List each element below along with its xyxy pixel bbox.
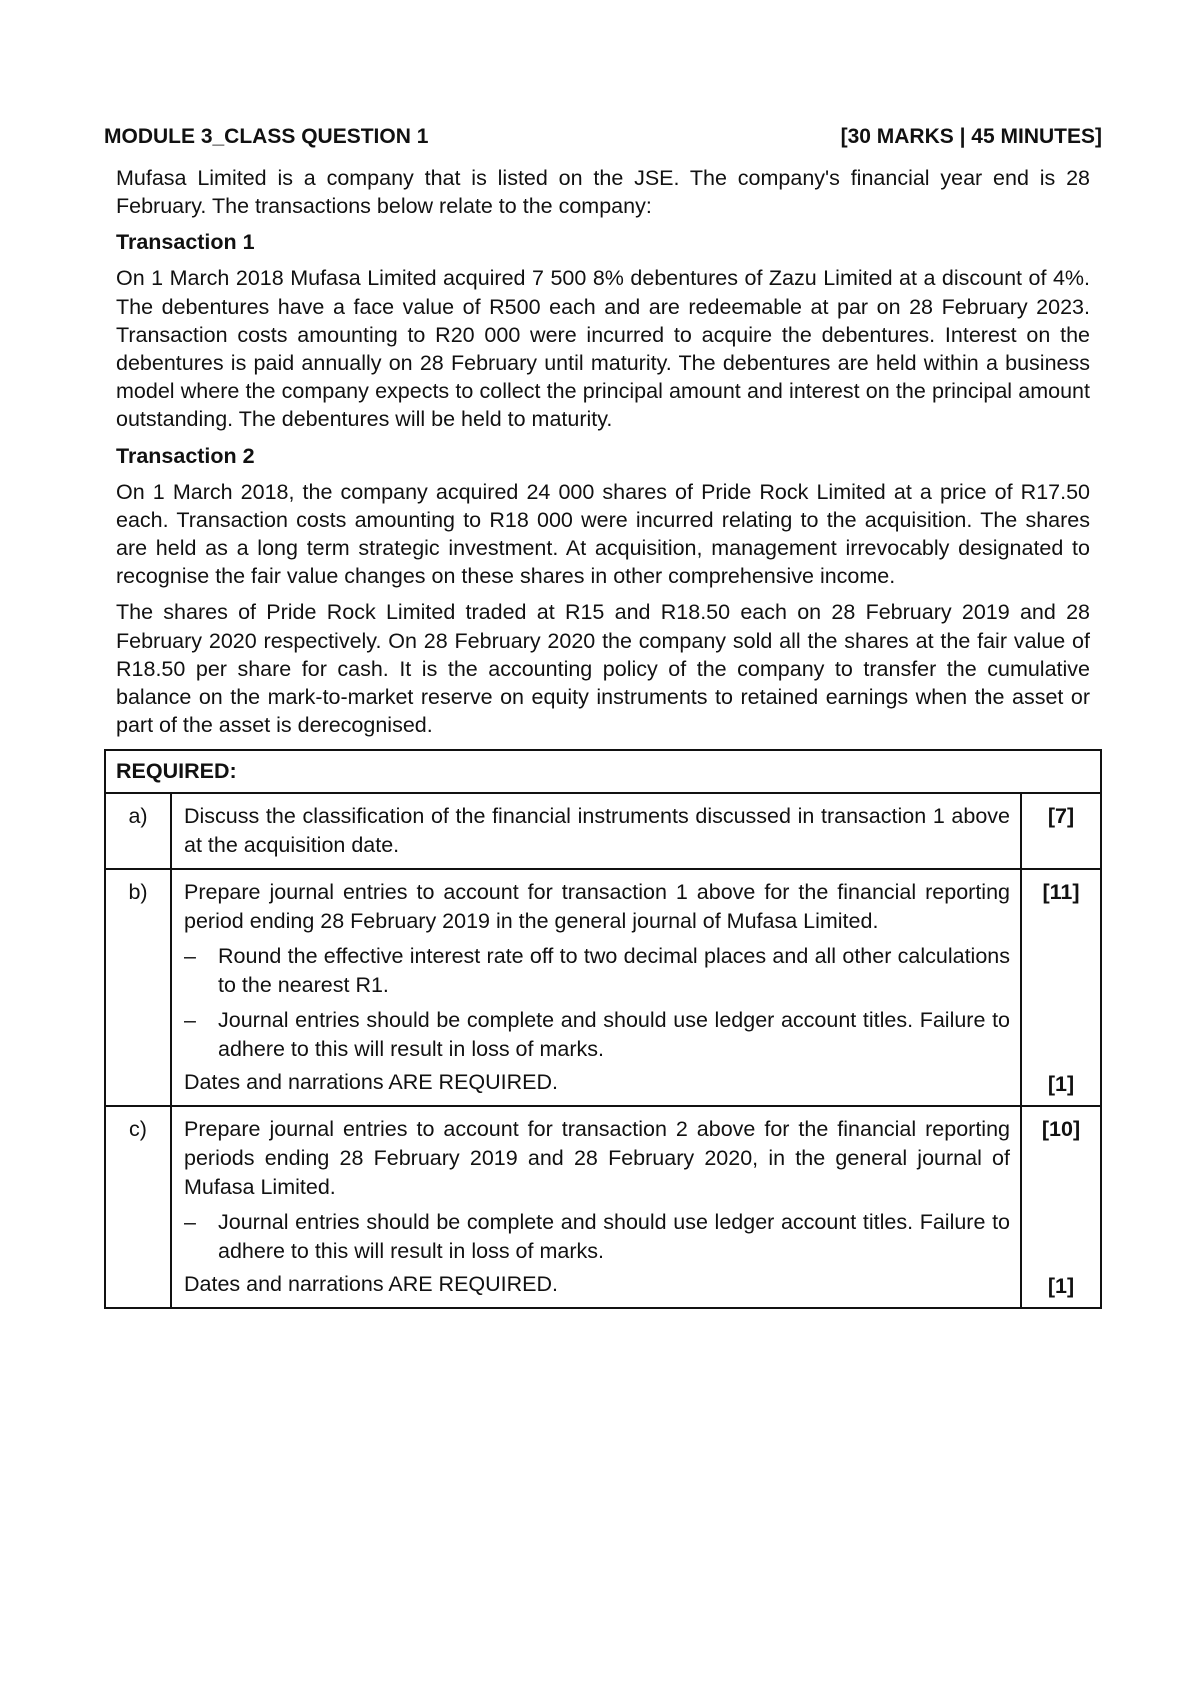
required-row-b (105, 869, 1101, 1106)
item-label: c) (105, 1106, 171, 1308)
required-table (104, 749, 1102, 1309)
transaction-2-paragraph-2: The shares of Pride Rock Limited traded at R15 and R18.50 each on 28 February 2019 and 28 February 2020 respectively. On 28 February 2020 the company sold all the shares at the fair value of R18.50 per share for cash. It is the accounting policy of the company to transfer the cumulative balance on the mark-to-market reserve on equity instruments to retained earnings when the asset or part of the asset is derecognised. (116, 600, 1090, 738)
transaction-2-heading: Transaction 2 (116, 443, 255, 468)
bullet-text: Round the effective interest rate off to two decimal places and all other calculations to the nearest R1. (218, 944, 1010, 998)
item-mark-bottom: [1] (1047, 1274, 1075, 1299)
item-mark: [10] (1041, 1117, 1081, 1142)
required-header-row (105, 750, 1101, 793)
document-header (104, 124, 1102, 150)
item-text (171, 793, 1021, 869)
dash-marker: – (184, 944, 196, 969)
closing-line: Dates and narrations ARE REQUIRED. (184, 1070, 559, 1095)
required-row-c (105, 1106, 1101, 1308)
required-row-a (105, 793, 1101, 869)
item-a-text: Discuss the classification of the financial instruments discussed in transaction 1 above at the acquisition date. (184, 804, 1010, 858)
bullet-text: Journal entries should be complete and should use ledger account titles. Failure to adhere to this will result in loss of marks. (218, 1008, 1010, 1062)
module-title: MODULE 3_CLASS QUESTION 1 (104, 125, 429, 148)
item-marks-cell (1021, 869, 1101, 1106)
transaction-1-paragraph: On 1 March 2018 Mufasa Limited acquired 7 500 8% debentures of Zazu Limited at a discount of 4%. The debentures have a face value of R500 each and are redeemable at par on 28 February 2023. Transaction costs amounting to R20 000 were incurred to acquire the debentures. Interest on the debentures is paid annually on 28 February until maturity. The debentures are held within a business model where the company expects to collect the principal amount and interest on the principal amount outstanding. The debentures will be held to maturity. (116, 266, 1090, 432)
closing-line: Dates and narrations ARE REQUIRED. (184, 1272, 559, 1297)
item-mark: [11] (1042, 880, 1080, 905)
bullet-item (184, 942, 1010, 1000)
bullet-text: Journal entries should be complete and should use ledger account titles. Failure to adhere to this will result in loss of marks. (218, 1210, 1010, 1264)
item-c-text: Prepare journal entries to account for transaction 2 above for the financial reporting periods ending 28 February 2019 and 28 February 2020, in the general journal of Mufasa Limited. (184, 1117, 1010, 1200)
required-header: REQUIRED: (105, 750, 1101, 793)
dash-marker: – (184, 1210, 196, 1235)
item-label: b) (105, 869, 171, 1106)
item-mark: [7] (1021, 793, 1101, 869)
marks-and-time: [30 MARKS | 45 MINUTES] (840, 125, 1102, 148)
transaction-2-paragraph-1: On 1 March 2018, the company acquired 24 000 shares of Pride Rock Limited at a price of R17.50 each. Transaction costs amounting to R18 000 were incurred relating to the acquisition. The shares are held as a long term strategic investment. At acquisition, management irrevocably designated to recognise the fair value changes on these shares in other comprehensive income. (116, 479, 1090, 589)
intro-paragraph: Mufasa Limited is a company that is listed on the JSE. The company's financial year end is 28 February. The transactions below relate to the company: (116, 166, 1090, 219)
transaction-1-heading: Transaction 1 (116, 230, 255, 255)
item-label: a) (105, 793, 171, 869)
item-mark-bottom: [1] (1047, 1072, 1075, 1097)
item-marks-cell (1021, 1106, 1101, 1308)
item-content (171, 869, 1021, 1106)
bullet-item (184, 1208, 1010, 1266)
question-body (104, 164, 1102, 739)
item-content (171, 1106, 1021, 1308)
dash-marker: – (184, 1008, 196, 1033)
item-b-text: Prepare journal entries to account for transaction 1 above for the financial reporting period ending 28 February 2019 in the general journal of Mufasa Limited. (184, 880, 1010, 934)
bullet-item (184, 1006, 1010, 1064)
document-page (104, 124, 1102, 1309)
